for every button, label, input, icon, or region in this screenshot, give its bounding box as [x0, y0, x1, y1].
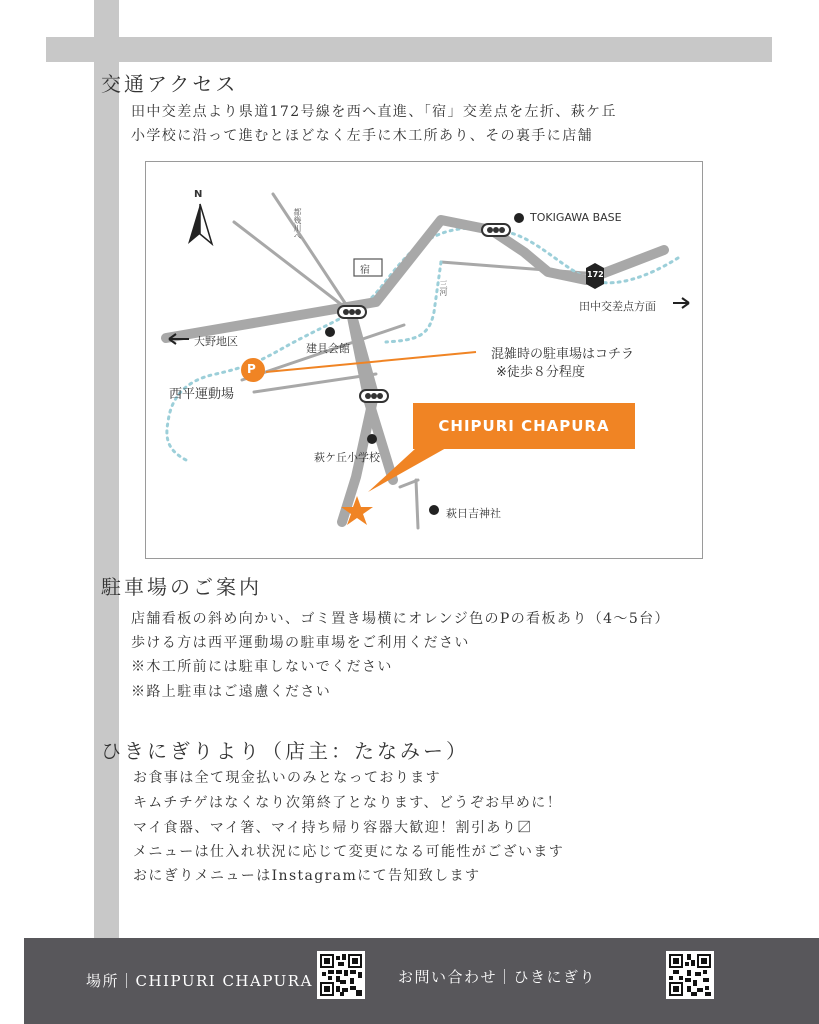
label-parking-letter: P [247, 362, 256, 376]
label-river: 三河 [439, 280, 448, 296]
parking-line-2: 歩ける方は西平運動場の駐車場をご利用ください [131, 635, 470, 651]
label-route-172: 172 [587, 270, 604, 279]
notes-line-4: メニューは仕入れ状況に応じて変更になる可能性がございます [133, 844, 565, 860]
parking-title: 駐車場のご案内 [101, 575, 262, 599]
access-line-1: 田中交差点より県道172号線を西へ直進、「宿」交差点を左折、萩ケ丘 [131, 104, 617, 120]
dot-hagigaoka-school [367, 434, 377, 444]
label-tanaka-direction: 田中交差点方面 [579, 300, 656, 313]
road-shrine [416, 480, 418, 528]
label-tokigawa-base: TOKIGAWA BASE [530, 211, 622, 224]
road-west-lower [254, 374, 376, 392]
contact-qr-code-icon[interactable] [666, 951, 714, 999]
north-arrow-icon [188, 204, 212, 244]
dot-tokigawa-base [514, 213, 524, 223]
footer-contact: お問い合わせ｜ひきにぎり [398, 968, 597, 986]
label-road: 都幾川へ [293, 208, 302, 240]
access-line-2: 小学校に沿って進むとほどなく左手に木工所あり、その裏手に店舗 [131, 128, 593, 144]
north-label: N [194, 189, 203, 200]
label-nishidaira: 西平運動場 [169, 387, 235, 402]
decor-horizontal-bar [46, 37, 772, 62]
footer-location: 場所｜CHIPURI CHAPURA [86, 972, 313, 990]
label-ohno: 大野地区 [194, 335, 238, 348]
notes-line-1: お食事は全て現金払いのみとなっております [133, 770, 441, 786]
notes-title: ひきにぎりより（店主：たなみー） [101, 739, 469, 763]
label-walk-time: ※徒歩８分程度 [496, 365, 585, 380]
footer [24, 938, 819, 1024]
parking-line-3: ※木工所前には駐車しないでください [131, 659, 393, 675]
access-map [145, 161, 703, 559]
access-title: 交通アクセス [101, 72, 239, 96]
label-kengu-kaikan: 建具会館 [306, 342, 350, 355]
dot-kengu-kaikan [325, 327, 335, 337]
notes-line-5: おにぎりメニューはInstagramにて告知致します [133, 868, 481, 884]
parking-line-1: 店舗看板の斜め向かい、ゴミ置き場横にオレンジ色のPの看板あり（4～5台） [131, 611, 670, 627]
label-hiyoshi-shrine: 萩日吉神社 [446, 507, 501, 520]
dot-hiyoshi-shrine [429, 505, 439, 515]
label-busy-parking: 混雑時の駐車場はコチラ [491, 347, 635, 362]
road-north-diagonal [273, 194, 351, 312]
arrow-right-icon [673, 298, 689, 308]
shop-callout: CHIPURI CHAPURA [413, 403, 635, 449]
location-qr-code-icon[interactable] [317, 951, 365, 999]
label-hagigaoka-school: 萩ケ丘小学校 [314, 451, 380, 464]
parking-line-4: ※路上駐車はご遠慮ください [131, 684, 332, 700]
notes-line-2: キムチチゲはなくなり次第終了となります、どうぞお早めに！ [133, 795, 563, 811]
notes-line-3: マイ食器、マイ箸、マイ持ち帰り容器大歓迎！割引あり〼 [133, 820, 533, 836]
label-shuku: 宿 [360, 265, 370, 276]
decor-vertical-bar [94, 0, 119, 938]
